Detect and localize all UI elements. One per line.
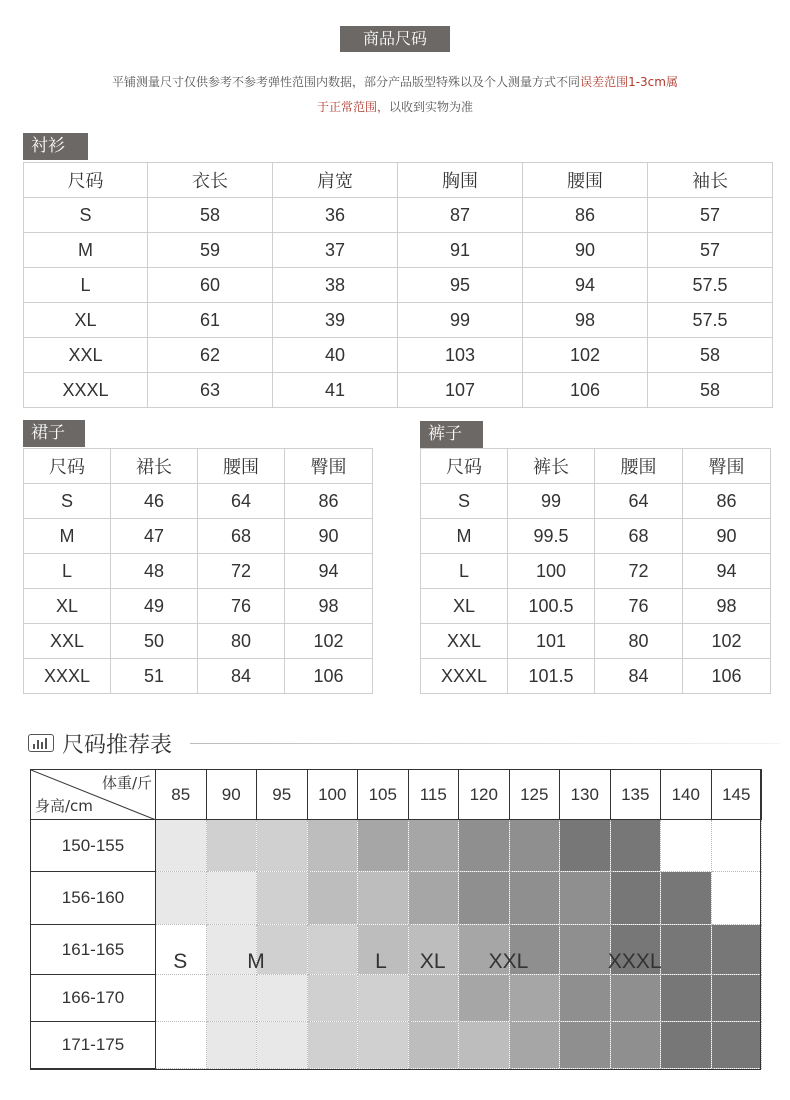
table-header-row [24, 449, 373, 484]
page-title: 商品尺码 [340, 26, 450, 52]
shade-cell [206, 1022, 257, 1069]
table-cell: 106 [523, 373, 648, 408]
shade-cell [459, 872, 510, 925]
shade-cell [358, 820, 409, 872]
table-cell: 68 [198, 519, 285, 554]
notice-warning: 于正常范围， [316, 100, 389, 114]
table-cell: 90 [285, 519, 373, 554]
weight-header: 120 [459, 770, 510, 820]
table-row [24, 484, 373, 519]
table-cell: 36 [273, 198, 398, 233]
table-cell: 101.5 [508, 659, 595, 694]
table-cell: 90 [683, 519, 771, 554]
height-header: 150-155 [31, 820, 156, 872]
table-cell: 59 [148, 233, 273, 268]
table-cell: 107 [398, 373, 523, 408]
table-cell: 62 [148, 338, 273, 373]
table-cell: 99 [508, 484, 595, 519]
height-row [31, 1022, 762, 1069]
size-band-label: M [247, 950, 265, 973]
notice-line-1 [0, 73, 790, 90]
weight-header: 145 [711, 770, 762, 820]
shade-cell [206, 872, 257, 925]
shade-cell [661, 820, 712, 872]
table-cell: 84 [198, 659, 285, 694]
table-cell: XXXL [24, 659, 111, 694]
table-cell: 99 [398, 303, 523, 338]
table-cell: 57 [648, 233, 773, 268]
shade-cell [610, 975, 661, 1022]
column-header: 臀围 [683, 449, 771, 484]
shade-cell [156, 872, 207, 925]
shade-cell [358, 872, 409, 925]
table-cell: 86 [285, 484, 373, 519]
column-header: 尺码 [24, 449, 111, 484]
shade-cell [307, 925, 358, 975]
table-cell: XXL [24, 338, 148, 373]
shade-cell [560, 975, 611, 1022]
shade-cell [711, 820, 762, 872]
table-cell: 99.5 [508, 519, 595, 554]
table-cell: 95 [398, 268, 523, 303]
shade-cell [560, 925, 611, 975]
table-row [421, 484, 771, 519]
table-cell: 84 [595, 659, 683, 694]
table-cell: 49 [111, 589, 198, 624]
weight-header: 100 [307, 770, 358, 820]
table-cell: 102 [683, 624, 771, 659]
pants-size-table [420, 448, 771, 694]
shade-cell [711, 975, 762, 1022]
shade-cell [509, 1022, 560, 1069]
height-row [31, 975, 762, 1022]
table-cell: M [24, 233, 148, 268]
table-cell: 37 [273, 233, 398, 268]
size-band-label: S [173, 950, 188, 973]
shade-cell [661, 1022, 712, 1069]
table-row [421, 659, 771, 694]
table-cell: 58 [148, 198, 273, 233]
table-cell: L [24, 268, 148, 303]
table-cell: 76 [595, 589, 683, 624]
table-row [24, 624, 373, 659]
shade-cell [408, 820, 459, 872]
column-header: 衣长 [148, 163, 273, 198]
shade-cell [206, 820, 257, 872]
table-cell: XL [421, 589, 508, 624]
shade-cell [610, 1022, 661, 1069]
table-cell: XXXL [421, 659, 508, 694]
table-row [24, 338, 773, 373]
weight-header: 115 [408, 770, 459, 820]
table-cell: 76 [198, 589, 285, 624]
table-cell: 102 [285, 624, 373, 659]
column-header: 袖长 [648, 163, 773, 198]
table-header-row [24, 163, 773, 198]
shade-cell [257, 975, 308, 1022]
shade-cell [358, 975, 409, 1022]
table-cell: 72 [595, 554, 683, 589]
table-cell: 51 [111, 659, 198, 694]
table-cell: 41 [273, 373, 398, 408]
shade-cell [509, 820, 560, 872]
table-cell: 91 [398, 233, 523, 268]
table-cell: 98 [285, 589, 373, 624]
shade-cell [156, 975, 207, 1022]
table-cell: 60 [148, 268, 273, 303]
recommend-title: 尺码推荐表 [62, 732, 173, 758]
column-header: 尺码 [24, 163, 148, 198]
weight-header: 135 [610, 770, 661, 820]
table-cell: 72 [198, 554, 285, 589]
table-cell: XL [24, 303, 148, 338]
table-cell: 80 [595, 624, 683, 659]
recommend-heading [28, 728, 172, 758]
table-cell: 47 [111, 519, 198, 554]
weight-header: 140 [661, 770, 712, 820]
table-cell: 57.5 [648, 268, 773, 303]
column-header: 裤长 [508, 449, 595, 484]
shade-cell [661, 872, 712, 925]
shade-cell [257, 872, 308, 925]
size-band-label: XL [419, 950, 446, 973]
table-cell: 94 [285, 554, 373, 589]
table-cell: 94 [523, 268, 648, 303]
table-row [24, 589, 373, 624]
table-cell: 40 [273, 338, 398, 373]
shade-cell [560, 872, 611, 925]
shade-cell [156, 1022, 207, 1069]
shade-cell [358, 1022, 409, 1069]
recommend-table [30, 769, 762, 1069]
table-cell: S [24, 198, 148, 233]
table-cell: 68 [595, 519, 683, 554]
shade-cell [459, 975, 510, 1022]
table-cell: L [24, 554, 111, 589]
table-cell: 94 [683, 554, 771, 589]
shade-cell [307, 872, 358, 925]
shade-cell [711, 1022, 762, 1069]
notice-warning: 误差范围1-3cm属 [580, 75, 678, 89]
table-row [24, 268, 773, 303]
shade-cell [257, 820, 308, 872]
table-cell: 50 [111, 624, 198, 659]
column-header: 胸围 [398, 163, 523, 198]
table-row [24, 198, 773, 233]
height-row [31, 820, 762, 872]
weight-axis-label: 体重/斤 [101, 774, 152, 792]
shade-cell [459, 1022, 510, 1069]
shade-cell [206, 975, 257, 1022]
table-cell: S [421, 484, 508, 519]
skirt-section-label: 裙子 [23, 420, 85, 447]
pants-section-label: 裤子 [420, 421, 483, 448]
table-cell: 48 [111, 554, 198, 589]
chart-icon [28, 734, 54, 752]
shade-cell [459, 820, 510, 872]
table-cell: 98 [683, 589, 771, 624]
shade-cell [307, 820, 358, 872]
table-cell: 98 [523, 303, 648, 338]
table-cell: 58 [648, 373, 773, 408]
table-cell: 80 [198, 624, 285, 659]
shade-cell [509, 975, 560, 1022]
notice-text: 平铺测量尺寸仅供参考不参考弹性范围内数据，部分产品版型特殊以及个人测量方式不同 [112, 75, 581, 89]
shade-cell [560, 820, 611, 872]
height-header: 166-170 [31, 975, 156, 1022]
table-row [421, 589, 771, 624]
notice-line-2 [0, 98, 790, 115]
size-recommendation-grid [30, 769, 761, 1070]
size-band-label: XXXL [607, 950, 662, 973]
weight-header: 125 [509, 770, 560, 820]
table-cell: XL [24, 589, 111, 624]
table-cell: S [24, 484, 111, 519]
table-cell: 61 [148, 303, 273, 338]
shade-cell [610, 872, 661, 925]
table-header-row [421, 449, 771, 484]
table-cell: 64 [595, 484, 683, 519]
shade-cell [711, 925, 762, 975]
weight-header: 130 [560, 770, 611, 820]
table-row [421, 519, 771, 554]
height-header: 161-165 [31, 925, 156, 975]
shade-cell [156, 820, 207, 872]
shade-cell [408, 1022, 459, 1069]
shirt-size-table [23, 162, 773, 408]
column-header: 裙长 [111, 449, 198, 484]
weight-header: 105 [358, 770, 409, 820]
column-header: 臀围 [285, 449, 373, 484]
table-cell: 38 [273, 268, 398, 303]
table-cell: XXXL [24, 373, 148, 408]
shade-cell [560, 1022, 611, 1069]
weight-header: 95 [257, 770, 308, 820]
table-cell: 57.5 [648, 303, 773, 338]
shade-cell [661, 925, 712, 975]
table-row [24, 373, 773, 408]
table-cell: 90 [523, 233, 648, 268]
table-cell: 100.5 [508, 589, 595, 624]
table-cell: 57 [648, 198, 773, 233]
shirt-section-label: 衬衫 [23, 133, 88, 160]
table-cell: 63 [148, 373, 273, 408]
table-row [24, 519, 373, 554]
table-cell: 87 [398, 198, 523, 233]
table-row [421, 624, 771, 659]
table-cell: 46 [111, 484, 198, 519]
shade-cell [307, 1022, 358, 1069]
table-cell: XXL [421, 624, 508, 659]
table-row [24, 659, 373, 694]
height-header: 171-175 [31, 1022, 156, 1069]
table-cell: 100 [508, 554, 595, 589]
table-cell: 106 [285, 659, 373, 694]
table-cell: 64 [198, 484, 285, 519]
table-cell: M [421, 519, 508, 554]
column-header: 腰围 [198, 449, 285, 484]
table-cell: 86 [523, 198, 648, 233]
weight-header-row [31, 770, 762, 820]
notice-text: 以收到实物为准 [389, 100, 474, 114]
table-cell: M [24, 519, 111, 554]
table-cell: L [421, 554, 508, 589]
column-header: 腰围 [595, 449, 683, 484]
height-row [31, 872, 762, 925]
size-band-label: L [375, 950, 387, 973]
corner-cell [31, 770, 156, 820]
table-cell: XXL [24, 624, 111, 659]
height-header: 156-160 [31, 872, 156, 925]
weight-header: 85 [156, 770, 207, 820]
table-cell: 106 [683, 659, 771, 694]
height-axis-label: 身高/cm [35, 797, 93, 815]
column-header: 肩宽 [273, 163, 398, 198]
table-cell: 101 [508, 624, 595, 659]
size-band-label: XXL [488, 950, 529, 973]
shade-cell [610, 820, 661, 872]
shade-cell [408, 872, 459, 925]
table-row [24, 554, 373, 589]
table-cell: 102 [523, 338, 648, 373]
column-header: 尺码 [421, 449, 508, 484]
table-row [24, 303, 773, 338]
table-row [421, 554, 771, 589]
shade-cell [509, 872, 560, 925]
shade-cell [711, 872, 762, 925]
weight-header: 90 [206, 770, 257, 820]
table-cell: 58 [648, 338, 773, 373]
shade-cell [307, 975, 358, 1022]
column-header: 腰围 [523, 163, 648, 198]
shade-cell [257, 1022, 308, 1069]
shade-cell [408, 975, 459, 1022]
shade-cell [661, 975, 712, 1022]
skirt-size-table [23, 448, 373, 694]
table-cell: 39 [273, 303, 398, 338]
table-cell: 86 [683, 484, 771, 519]
table-row [24, 233, 773, 268]
table-cell: 103 [398, 338, 523, 373]
divider [190, 743, 780, 744]
